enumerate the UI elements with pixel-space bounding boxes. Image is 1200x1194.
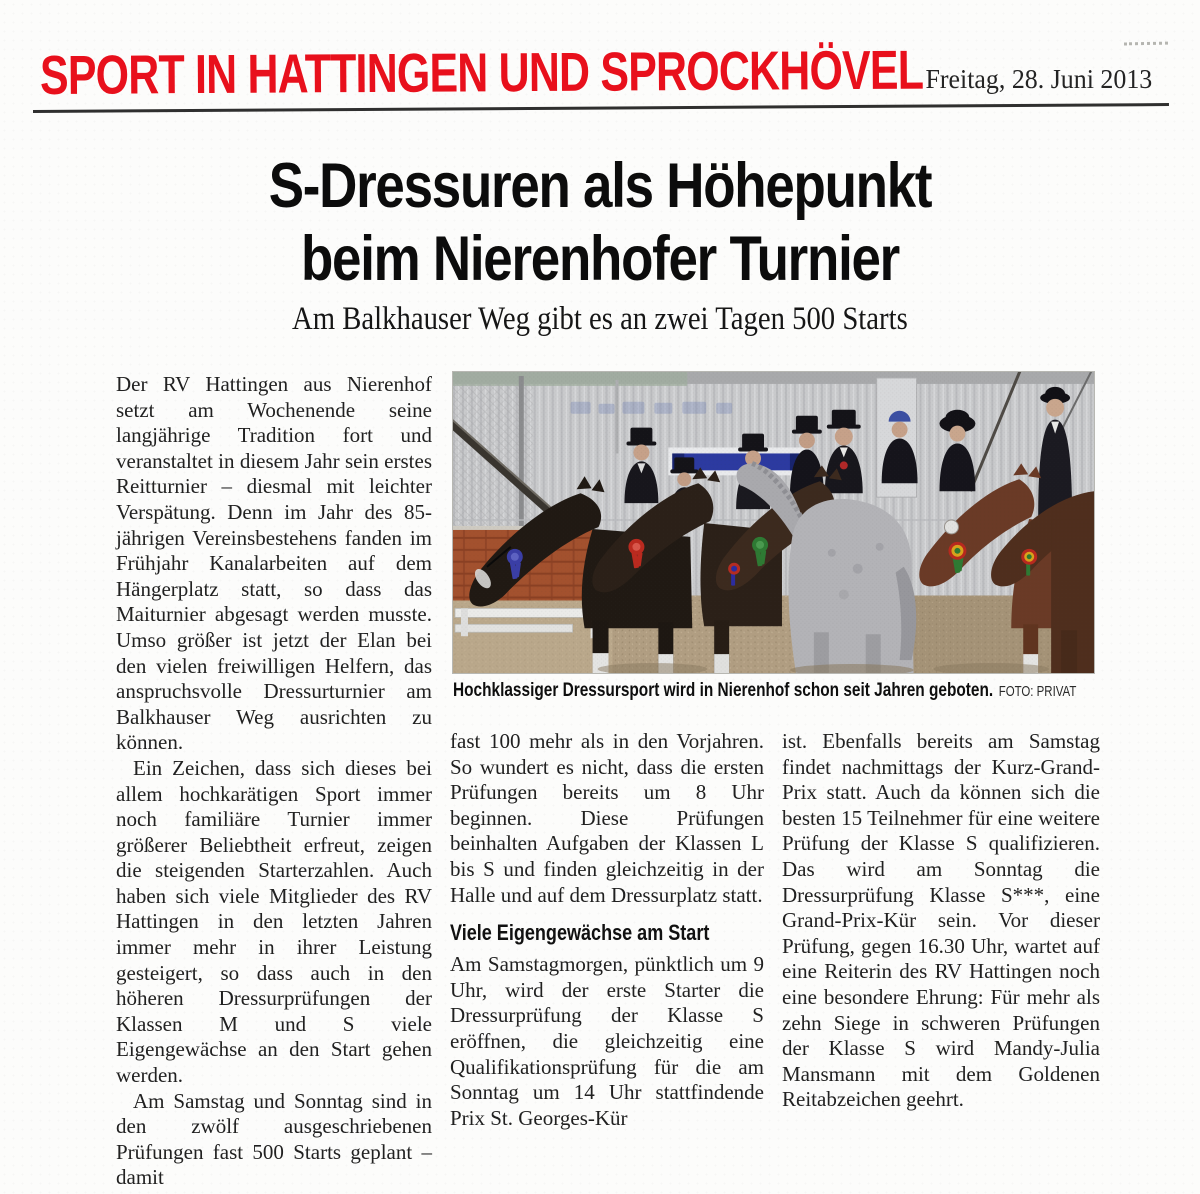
column-middle bbox=[450, 729, 764, 1131]
pencil-mark-artifact bbox=[1124, 42, 1168, 46]
tournament-photo bbox=[452, 371, 1095, 674]
body-paragraph: Am Samstag und Sonntag sind in den zwölf ausgeschriebenen Prüfungen fast 500 Starts geplant – damit bbox=[116, 1088, 432, 1190]
body-paragraph: fast 100 mehr als in den Vorjahren. So wundert es nicht, dass die ersten Prüfungen bereits um 8 Uhr beginnen. Diese Prüfungen beinhalten Aufgaben der Klassen L bis S und finden gleichzeitig in der Halle und auf dem Dressurplatz statt. bbox=[450, 729, 764, 907]
caption-text: Hochklassiger Dressursport wird in Nierenhof schon seit Jahren geboten. bbox=[453, 679, 994, 701]
column-right bbox=[782, 729, 1100, 1113]
column-subheading: Viele Eigengewächse am Start bbox=[450, 920, 710, 946]
halftone-overlay bbox=[453, 372, 1094, 673]
photo-caption bbox=[453, 679, 1100, 702]
photo-credit: FOTO: PRIVAT bbox=[998, 684, 1077, 700]
body-paragraph: Am Samstagmorgen, pünktlich um 9 Uhr, wird der erste Starter die Dressurprüfung der Klasse S eröffnen, die gleichzeitig eine Qualifikationsprüfung für die am Sonntag um 14 Uhr stattfindende Prix St. Georges-Kür bbox=[450, 952, 764, 1130]
section-title: SPORT IN HATTINGEN UND SPROCKHÖVEL bbox=[39, 38, 924, 106]
article-headline bbox=[0, 150, 1200, 296]
column-left bbox=[116, 372, 432, 1191]
article-subheadline bbox=[0, 301, 1200, 338]
tournament-photo-illustration bbox=[453, 372, 1094, 673]
body-paragraph: Der RV Hattingen aus Nierenhof setzt am Wochenende seine langjährige Tradition fort und veranstaltet in diesem Jahr sein erstes Reitturnier – diesmal mit leichter Verspätung. Denn im Jahr des 85-jährigen Vereinsbestehens fanden im Frühjahr Kanalarbeiten auf dem Hängerplatz statt, so dass das Maiturnier abgesagt werden musste. Umso größer ist jetzt der Elan bei den vielen freiwilligen Helfern, das anspruchsvolle Dressurturnier am Balkhauser Weg ausrichten zu können. bbox=[116, 372, 432, 755]
body-paragraph: Ein Zeichen, dass sich dieses bei allem hochkarätigen Sport immer noch familiäre Turnier immer größerer Beliebtheit erfreut, zeigen die steigenden Starterzahlen. Auch haben sich viele Mitglieder des RV Hattingen in den letzten Jahren immer mehr in ihrer Leistung gesteigert, so dass auch in den höheren Dressurprüfungen der Klassen M und S viele Eigengewächse an den Start gehen werden. bbox=[116, 755, 432, 1088]
subheadline-text: Am Balkhauser Weg gibt es an zwei Tagen 500 Starts bbox=[292, 301, 908, 337]
masthead-date: Freitag, 28. Juni 2013 bbox=[925, 64, 1152, 94]
headline-line-1: S-Dressuren als Höhepunkt bbox=[268, 151, 932, 221]
body-paragraph: ist. Ebenfalls bereits am Samstag findet nachmittags der Kurz-Grand-Prix statt. Auch da können sich die besten 15 Teilnehmer für eine weitere Prüfung der Klasse S qualifizieren. Das wird am Sonntag die Dressurprüfung Klasse S***, eine Grand-Prix-Kür sein. Vor dieser Prüfung, gegen 16.30 Uhr, wartet auf eine Reiterin des RV Hattingen noch eine besondere Ehrung: Für mehr als zehn Siege in schweren Prüfungen der Klasse S wird Mandy-Julia Mansmann mit dem Goldenen Reitabzeichen geehrt. bbox=[782, 729, 1100, 1112]
headline-line-2: beim Nierenhofer Turnier bbox=[300, 224, 900, 294]
